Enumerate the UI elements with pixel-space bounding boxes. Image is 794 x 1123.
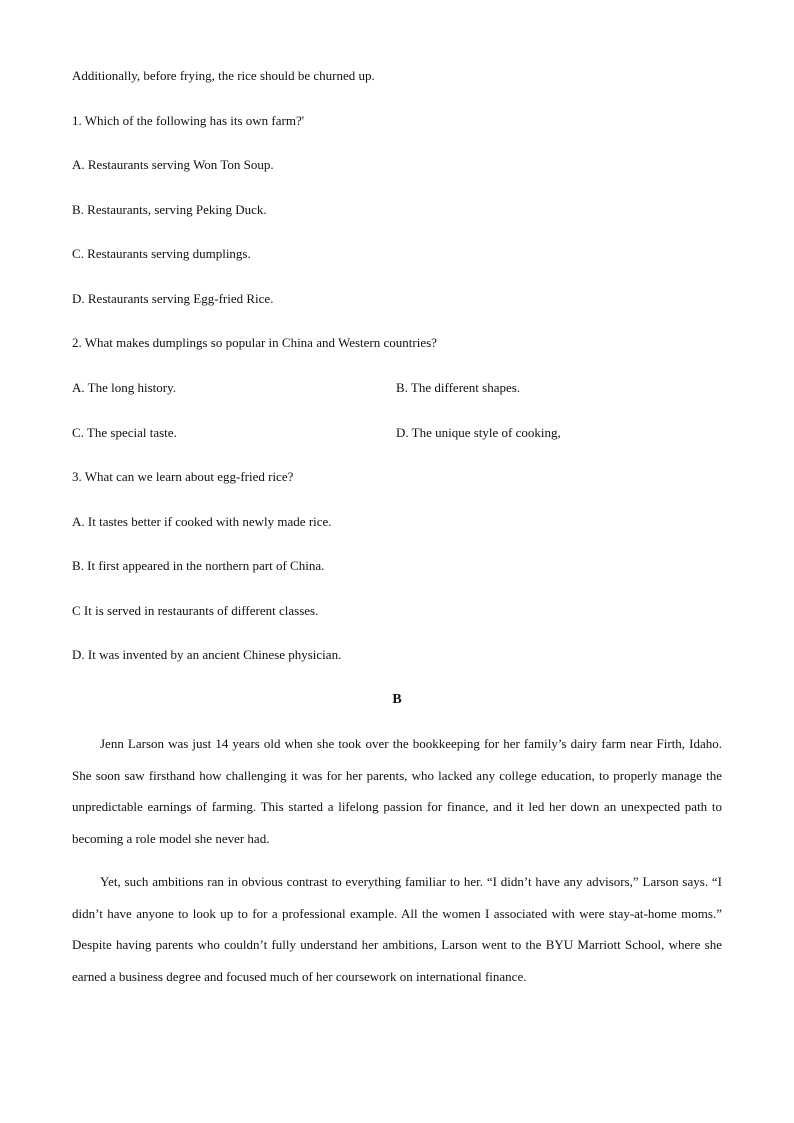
question-2-option-b: B. The different shapes.: [396, 380, 521, 395]
intro-line: Additionally, before frying, the rice should be churned up.: [72, 68, 375, 83]
section-b-paragraph-1: Jenn Larson was just 14 years old when she took over the bookkeeping for her family’s dairy farm near Firth, Idaho. She soon saw firsthand how challenging it was for her parents, who lacked any college education, to properly manage the unpredictable earnings of farming. This started a lifelong passion for finance, and it led her down an unexpected path to becoming a role model she never had.: [72, 736, 722, 846]
question-3-option-a: A. It tastes better if cooked with newly made rice.: [72, 514, 332, 529]
question-1-option-d: D. Restaurants serving Egg-fried Rice.: [72, 291, 274, 306]
section-b-paragraph-2: Yet, such ambitions ran in obvious contrast to everything familiar to her. “I didn’t have any advisors,” Larson says. “I didn’t have anyone to look up to for a professional example. All the women I associated with were stay-at-home moms.” Despite having parents who couldn’t fully understand her ambitions, Larson went to the BYU Marriott School, where she earned a business degree and focused much of her coursework on international finance.: [72, 874, 722, 984]
question-3-option-d: D. It was invented by an ancient Chinese physician.: [72, 647, 342, 662]
question-1-option-a: A. Restaurants serving Won Ton Soup.: [72, 157, 274, 172]
question-3-option-b: B. It first appeared in the northern part of China.: [72, 558, 325, 573]
section-b-title: B: [392, 692, 402, 707]
question-2-option-d: D. The unique style of cooking,: [396, 425, 561, 440]
question-3-stem: 3. What can we learn about egg-fried rice?: [72, 469, 294, 484]
question-3-option-c: C It is served in restaurants of different classes.: [72, 603, 319, 618]
question-1-option-b: B. Restaurants, serving Peking Duck.: [72, 202, 267, 217]
question-2-option-a: A. The long history.: [72, 380, 176, 395]
question-1-option-c: C. Restaurants serving dumplings.: [72, 246, 251, 261]
question-2-option-c: C. The special taste.: [72, 425, 177, 440]
question-2-stem: 2. What makes dumplings so popular in China and Western countries?: [72, 335, 437, 350]
question-1-stem: 1. Which of the following has its own farm?': [72, 113, 305, 128]
